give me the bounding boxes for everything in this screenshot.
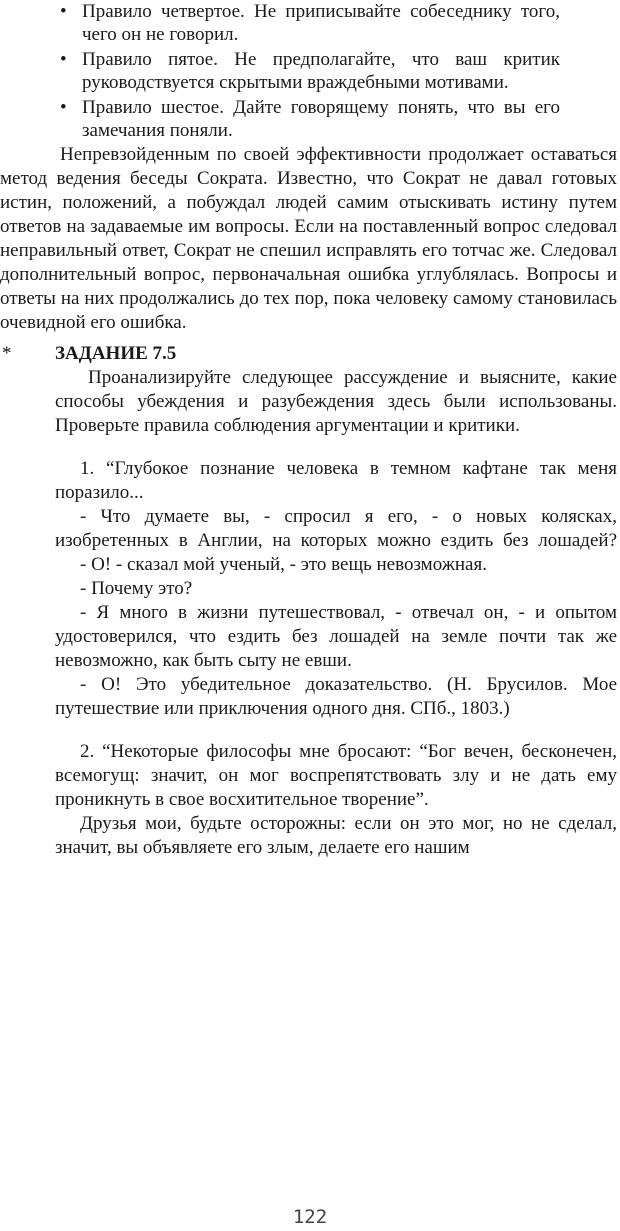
bullet-rule-5-line-2: руководствуется скрытыми враждебными мотивами. xyxy=(82,72,509,93)
bullet-rule-4-line-1: Правило четвертое. Не приписывайте собеседнику того, xyxy=(82,1,560,22)
dialogue-line: - Почему это? xyxy=(80,578,193,599)
example-line: 2. “Некоторые философы мне бросают: “Бог вечен, бесконечен, xyxy=(80,741,617,762)
bullet-rule-4-line-2: чего он не говорил. xyxy=(82,24,239,45)
dialogue-line: - Что думаете вы, - спросил я его, - о новых колясках, xyxy=(80,506,617,527)
paragraph-line: ответы на них продолжались до тех пор, пока человеку самому становилась xyxy=(0,288,617,309)
paragraph-line: очевидной его ошибка. xyxy=(0,312,187,333)
task-intro-line: способы убеждения и разубеждения здесь были использованы. xyxy=(55,391,617,412)
bullet-rule-6-line-2: замечания поняли. xyxy=(82,120,233,141)
bullet-mark: • xyxy=(60,1,67,22)
paragraph-line: дополнительный вопрос, первоначальная ошибка углублялась. Вопросы и xyxy=(0,264,617,285)
page-number: 122 xyxy=(292,1206,328,1228)
paragraph-line: истин, положений, а побуждал людей самим отыскивать истину путем xyxy=(0,192,617,213)
bullet-mark: • xyxy=(60,97,67,118)
dialogue-line: изобретенных в Англии, на которых можно ездить без лошадей? xyxy=(55,530,617,551)
example-line: проникнуть в свое восхитительное творение”. xyxy=(55,789,429,810)
task-star-marker: * xyxy=(2,343,12,364)
paragraph-line: метод ведения беседы Сократа. Известно, что Сократ не давал готовых xyxy=(0,168,617,189)
dialogue-line: - О! - сказал мой ученый, - это вещь невозможная. xyxy=(80,554,487,575)
dialogue-line: невозможно, как быть сыту не евши. xyxy=(55,650,352,671)
paragraph-line: ответов на задаваемые им вопросы. Если на поставленный вопрос следовал xyxy=(0,216,617,237)
dialogue-line: - О! Это убедительное доказательство. (Н. Брусилов. Мое xyxy=(80,674,617,695)
example-line: поразило... xyxy=(55,482,144,503)
bullet-mark: • xyxy=(60,49,67,70)
bullet-rule-5-line-1: Правило пятое. Не предполагайте, что ваш критик xyxy=(82,49,560,70)
task-heading: ЗАДАНИЕ 7.5 xyxy=(55,343,177,364)
paragraph-line: Непревзойденным по своей эффективности продолжает оставаться xyxy=(60,144,617,165)
example-line: всемогущ: значит, он мог воспрепятствовать злу и не дать ему xyxy=(55,765,617,786)
dialogue-line: - Я много в жизни путешествовал, - отвечал он, - и опытом xyxy=(80,602,617,623)
example-line: Друзья мои, будьте осторожны: если он это мог, но не сделал, xyxy=(80,813,617,834)
example-line: значит, вы объявляете его злым, делаете его нашим xyxy=(55,837,470,858)
task-intro-line: Проанализируйте следующее рассуждение и выясните, какие xyxy=(88,367,617,388)
dialogue-line: путешествие или приключения одного дня. СПб., 1803.) xyxy=(55,698,510,719)
task-intro-line: Проверьте правила соблюдения аргументации и критики. xyxy=(55,415,520,436)
paragraph-line: неправильный ответ, Сократ не спешил исправлять его тотчас же. Следовал xyxy=(0,240,617,261)
dialogue-line: удостоверился, что ездить без лошадей на земле почти так же xyxy=(55,626,617,647)
example-line: 1. “Глубокое познание человека в темном кафтане так меня xyxy=(80,458,617,479)
bullet-rule-6-line-1: Правило шестое. Дайте говорящему понять, что вы его xyxy=(82,97,560,118)
